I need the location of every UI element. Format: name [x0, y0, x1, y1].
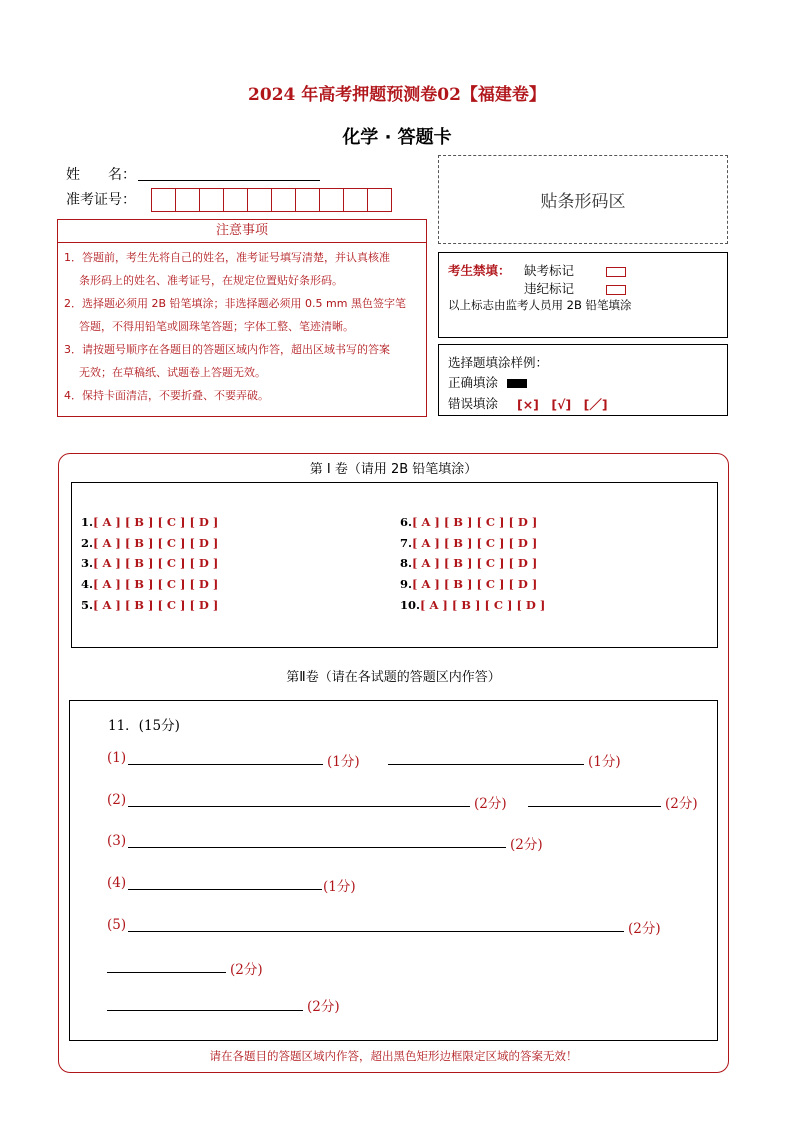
mc-question-4[interactable]: 4.[ A ] [ B ] [ C ] [ D ]: [81, 577, 219, 591]
mc-question-1[interactable]: 1.[ A ] [ B ] [ C ] [ D ]: [81, 515, 219, 529]
notice-item: 4．保持卡面清洁，不要折叠、不要弄破。: [64, 389, 269, 402]
correct-fill-label: 正确填涂: [448, 375, 499, 390]
part-1-score-a: (1分): [327, 754, 360, 770]
part-2-label: (2): [107, 792, 127, 808]
id-digit-box[interactable]: [319, 188, 344, 212]
part-4-label: (4): [107, 875, 127, 891]
notice-header: [57, 219, 427, 243]
page-title: 2024 年高考押题预测卷02【福建卷】: [248, 85, 546, 105]
notice-item: 2．选择题必须用 2B 铅笔填涂；非选择题必须用 0.5 mm 黑色签字笔 答题，不得用铅笔或圆珠笔答题；字体工整、笔迹清晰。: [64, 297, 406, 333]
name-label: 姓 名：: [66, 167, 136, 183]
page-subtitle: 化学 · 答题卡: [342, 127, 452, 148]
part-5-score-c: (2分): [307, 999, 340, 1015]
id-digit-box[interactable]: [151, 188, 176, 212]
correct-fill-sample: [507, 373, 527, 392]
part-5-score-a: (2分): [628, 921, 661, 937]
mc-question-7[interactable]: 7.[ A ] [ B ] [ C ] [ D ]: [400, 536, 538, 550]
part-1-answer-line-a[interactable]: [128, 764, 323, 765]
mc-question-6[interactable]: 6.[ A ] [ B ] [ C ] [ D ]: [400, 515, 538, 529]
mc-question-3[interactable]: 3.[ A ] [ B ] [ C ] [ D ]: [81, 556, 219, 570]
wrong-fill-label: 错误填涂: [448, 396, 499, 411]
part-5-answer-line-b[interactable]: [107, 972, 226, 973]
mc-question-5[interactable]: 5.[ A ] [ B ] [ C ] [ D ]: [81, 598, 219, 612]
id-label: 准考证号：: [66, 192, 136, 208]
question-11-title: 11．(15分): [108, 718, 180, 734]
part-3-score: (2分): [510, 837, 543, 853]
part-5-score-b: (2分): [230, 962, 263, 978]
id-digit-box[interactable]: [175, 188, 200, 212]
part-2-score-b: (2分): [665, 796, 698, 812]
part-5-answer-line-a[interactable]: [128, 931, 624, 932]
notice-item: 1．答题前，考生先将自己的姓名，准考证号填写清楚，并认真核准 条形码上的姓名、准考证号，在规定位置贴好条形码。: [64, 251, 390, 287]
part-1-label: (1): [107, 750, 127, 766]
fill-sample-box: [438, 344, 728, 416]
id-digit-box[interactable]: [199, 188, 224, 212]
sample-title: 选择题填涂样例：: [448, 355, 549, 370]
absent-label: 缺考标记: [524, 263, 575, 278]
mc-question-10[interactable]: 10.[ A ] [ B ] [ C ] [ D ]: [400, 598, 546, 612]
mc-question-8[interactable]: 8.[ A ] [ B ] [ C ] [ D ]: [400, 556, 538, 570]
notice-item: 3．请按题号顺序在各题目的答题区域内作答，超出区域书写的答案 无效；在草稿纸、试题卷上答题无效。: [64, 343, 390, 379]
violation-mark-box[interactable]: [606, 279, 626, 298]
id-number-boxes[interactable]: [152, 188, 392, 212]
mc-question-9[interactable]: 9.[ A ] [ B ] [ C ] [ D ]: [400, 577, 538, 591]
examiner-marks-box: [438, 252, 728, 338]
notice-box: [57, 242, 427, 417]
part-2-answer-line-b[interactable]: [528, 806, 661, 807]
barcode-label: 贴条形码区: [540, 192, 626, 212]
part-4-answer-line[interactable]: [128, 889, 322, 890]
part-4-score: (1分): [323, 879, 356, 895]
id-digit-box[interactable]: [271, 188, 296, 212]
part-2-answer-line-a[interactable]: [128, 806, 470, 807]
part-1-answer-line-b[interactable]: [388, 764, 584, 765]
notice-heading: 注意事项: [215, 223, 268, 238]
part-3-label: (3): [107, 833, 127, 849]
id-digit-box[interactable]: [223, 188, 248, 212]
mc-question-2[interactable]: 2.[ A ] [ B ] [ C ] [ D ]: [81, 536, 219, 550]
id-digit-box[interactable]: [367, 188, 392, 212]
part-5-label: (5): [107, 917, 127, 933]
name-field[interactable]: [138, 180, 320, 181]
forbidden-note: 以上标志由监考人员用 2B 铅笔填涂: [448, 298, 632, 312]
part-3-answer-line[interactable]: [128, 847, 506, 848]
footer-warning: 请在各题目的答题区域内作答，超出黑色矩形边框限定区域的答案无效！: [209, 1049, 578, 1063]
part-2-score-a: (2分): [474, 796, 507, 812]
section2-heading: 第Ⅱ卷（请在各试题的答题区内作答）: [286, 670, 501, 685]
forbidden-label: 考生禁填：: [448, 263, 511, 278]
id-digit-box[interactable]: [295, 188, 320, 212]
id-digit-box[interactable]: [343, 188, 368, 212]
wrong-fill-samples: [×] [√] [／]: [517, 397, 608, 412]
violation-label: 违纪标记: [524, 281, 575, 296]
part-1-score-b: (1分): [588, 754, 621, 770]
section1-heading: 第 I 卷（请用 2B 铅笔填涂）: [309, 462, 478, 477]
absent-mark-box[interactable]: [606, 261, 626, 280]
id-digit-box[interactable]: [247, 188, 272, 212]
part-5-answer-line-c[interactable]: [107, 1010, 303, 1011]
barcode-area[interactable]: [438, 155, 728, 244]
section2-box: [69, 700, 718, 1041]
